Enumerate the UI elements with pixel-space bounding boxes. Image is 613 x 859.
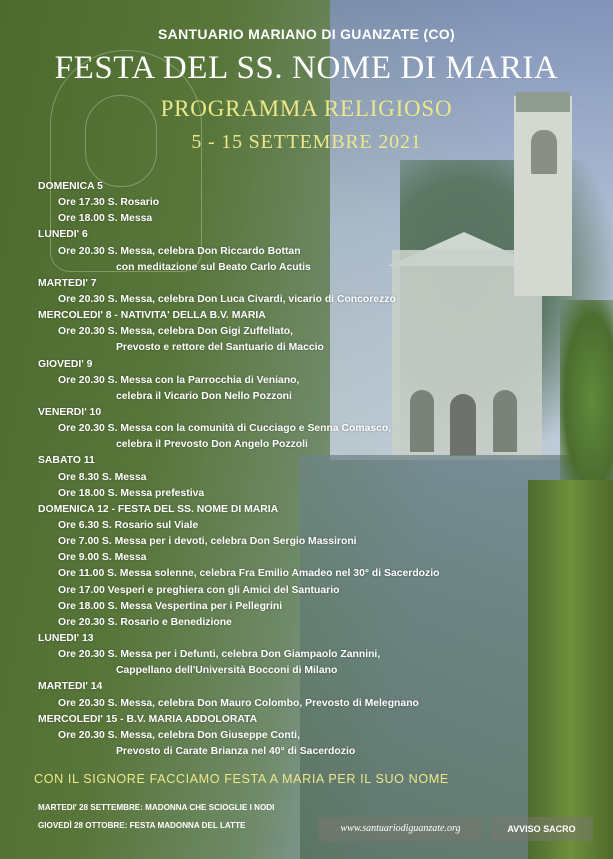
program-event: Ore 20.30 S. Messa per i Defunti, celebra Don Giampaolo Zannini, (58, 649, 381, 661)
program-day-heading: SABATO 11 (38, 455, 95, 467)
program-day-heading: DOMENICA 12 - FESTA DEL SS. NOME DI MARIA (38, 503, 279, 515)
program-event: Ore 17.00 Vesperi e preghiera con gli Amici del Santuario (58, 584, 340, 596)
program-event: Ore 20.30 S. Messa, celebra Don Luca Civardi, vicario di Concorezzo (58, 293, 396, 305)
footer-event-2: GIOVEDÌ 28 OTTOBRE: FESTA MADONNA DEL LATTE (38, 821, 246, 830)
program-event-detail: Prevosto e rettore del Santuario di Maccio (116, 342, 324, 354)
program-day-heading: GIOVEDI' 9 (38, 358, 93, 370)
program-event: Ore 18.00 S. Messa prefestiva (58, 487, 205, 499)
program-event: Ore 20.30 S. Messa, celebra Don Giuseppe Conti, (58, 729, 300, 741)
program-day-heading: LUNEDI' 6 (38, 229, 88, 241)
page-title: FESTA DEL SS. NOME DI MARIA (54, 50, 559, 86)
hedge-image (528, 480, 613, 859)
program-event-detail: con meditazione sul Beato Carlo Acutis (116, 261, 311, 273)
program-event: Ore 20.30 S. Messa con la comunità di Cucciago e Senna Comasco, (58, 423, 392, 435)
program-event-detail: celebra il Prevosto Don Angelo Pozzoli (116, 439, 308, 451)
program-event-detail: Prevosto di Carate Brianza nel 40° di Sacerdozio (116, 745, 356, 757)
program-event: Ore 18.00 S. Messa (58, 213, 153, 225)
program-event: Ore 20.30 S. Messa, celebra Don Riccardo Bottan (58, 245, 301, 257)
program-day-heading: VENERDI' 10 (38, 406, 102, 418)
program-day-heading: MERCOLEDI' 8 - NATIVITA' DELLA B.V. MARIA (38, 310, 266, 322)
program-event: Ore 20.30 S. Messa, celebra Don Mauro Colombo, Prevosto di Melegnano (58, 697, 419, 709)
program-event: Ore 7.00 S. Messa per i devoti, celebra Don Sergio Massironi (58, 536, 357, 548)
page-subtitle: PROGRAMMA RELIGIOSO (160, 96, 453, 121)
program-event: Ore 17.30 S. Rosario (58, 197, 160, 209)
program-day-heading: MARTEDI' 14 (38, 681, 103, 693)
program-event: Ore 6.30 S. Rosario sul Viale (58, 519, 199, 531)
program-day-heading: DOMENICA 5 (38, 181, 103, 192)
program-event: Ore 18.00 S. Messa Vespertina per i Pellegrini (58, 600, 283, 612)
program-event: Ore 9.00 S. Messa (58, 552, 147, 564)
website-link[interactable]: www.santuariodiguanzate.org (319, 817, 482, 841)
program-list (38, 179, 498, 760)
program-event: Ore 11.00 S. Messa solenne, celebra Fra Emilio Amadeo nel 30° di Sacerdozio (58, 568, 440, 580)
program-event: Ore 20.30 S. Messa con la Parrocchia di Veniano, (58, 374, 300, 386)
program-day-heading: MARTEDI' 7 (38, 277, 97, 289)
bell-tower-image (514, 96, 572, 296)
event-dates: 5 - 15 SETTEMBRE 2021 (191, 131, 422, 153)
program-event: Ore 20.30 S. Rosario e Benedizione (58, 616, 232, 628)
program-day-heading: LUNEDI' 13 (38, 632, 94, 644)
motto: CON IL SIGNORE FACCIAMO FESTA A MARIA PER IL SUO NOME (34, 772, 449, 786)
tree-right (560, 300, 613, 500)
program-event: Ore 20.30 S. Messa, celebra Don Gigi Zuffellato, (58, 326, 294, 338)
program-event: Ore 8.30 S. Messa (58, 471, 147, 483)
program-day-heading: MERCOLEDI' 15 - B.V. MARIA ADDOLORATA (38, 713, 258, 725)
program-event-detail: celebra il Vicario Don Nello Pozzoni (116, 390, 292, 402)
notice-badge: AVVISO SACRO (490, 817, 593, 841)
program-event-detail: Cappellano dell'Università Bocconi di Milano (116, 665, 338, 677)
footer-event-1: MARTEDI' 28 SETTEMBRE: MADONNA CHE SCIOGLIE I NODI (38, 803, 275, 812)
sanctuary-name: SANTUARIO MARIANO DI GUANZATE (CO) (158, 26, 455, 42)
